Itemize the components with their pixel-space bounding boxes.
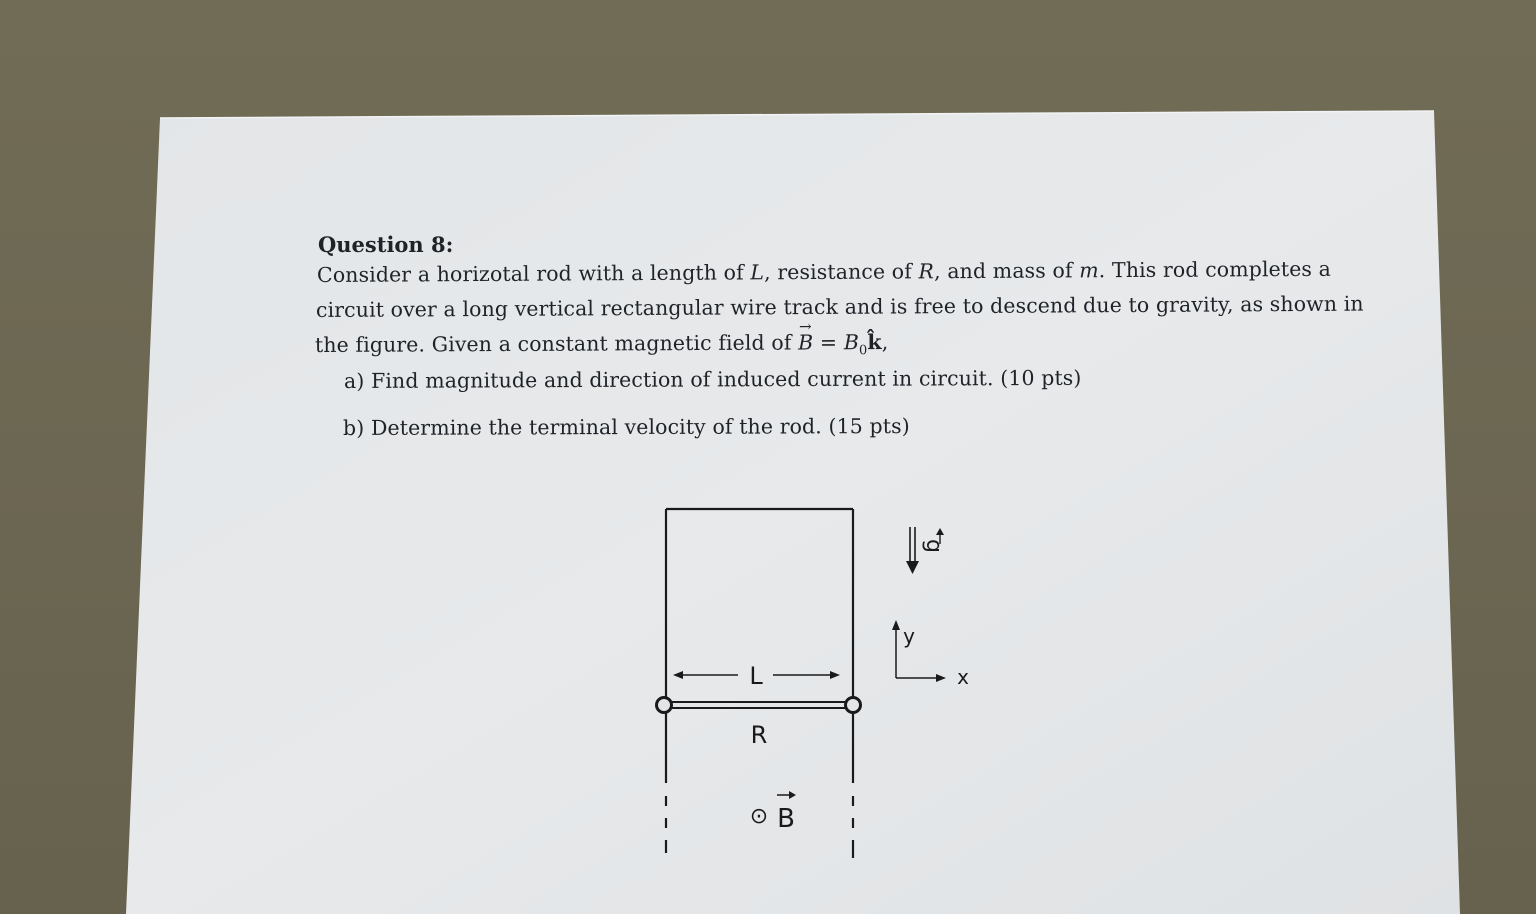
symbol-b0: B <box>843 330 860 355</box>
length-label: L <box>749 662 763 690</box>
gravity-arrow-icon <box>906 527 919 574</box>
resistance-label: R <box>750 721 768 749</box>
vector-arrow-icon: → <box>798 317 812 336</box>
rod <box>657 698 861 713</box>
text-segment: Consider a horizotal rod with a length of <box>316 260 751 287</box>
symbol-mass: m <box>1079 258 1099 283</box>
axis-x-label: x <box>957 665 969 689</box>
gravity-label: g <box>921 539 946 553</box>
symbol-resistance: R <box>918 259 935 284</box>
text-segment: , resistance of <box>764 259 919 285</box>
part-a: a) Find magnitude and direction of induced current in circuit. (10 pts) <box>343 365 1082 393</box>
question-heading: Question 8: <box>318 232 454 257</box>
field-out-of-page-icon: ⊙ <box>749 804 769 829</box>
subscript-zero: 0 <box>858 343 868 359</box>
part-b: b) Determine the terminal velocity of the rod. (15 pts) <box>342 414 910 440</box>
question-line-2: circuit over a long vertical rectangular wire track and is free to descend due to gravity, as shown in <box>315 291 1364 322</box>
text-segment: the figure. Given a constant magnetic field of <box>314 330 799 357</box>
text-segment: , <box>881 329 889 355</box>
text-segment: . This rod completes a <box>1098 256 1332 283</box>
axis-y-label: y <box>903 624 915 648</box>
text-segment: , and mass of <box>933 258 1080 284</box>
field-vector-arrow-icon <box>777 791 796 799</box>
unit-vector-k: k̂ <box>867 330 882 355</box>
text-segment: = <box>813 330 844 355</box>
symbol-length: L <box>750 260 765 285</box>
symbol-b: B <box>798 330 814 355</box>
coordinate-axes <box>892 620 946 682</box>
field-label: B <box>777 804 795 834</box>
